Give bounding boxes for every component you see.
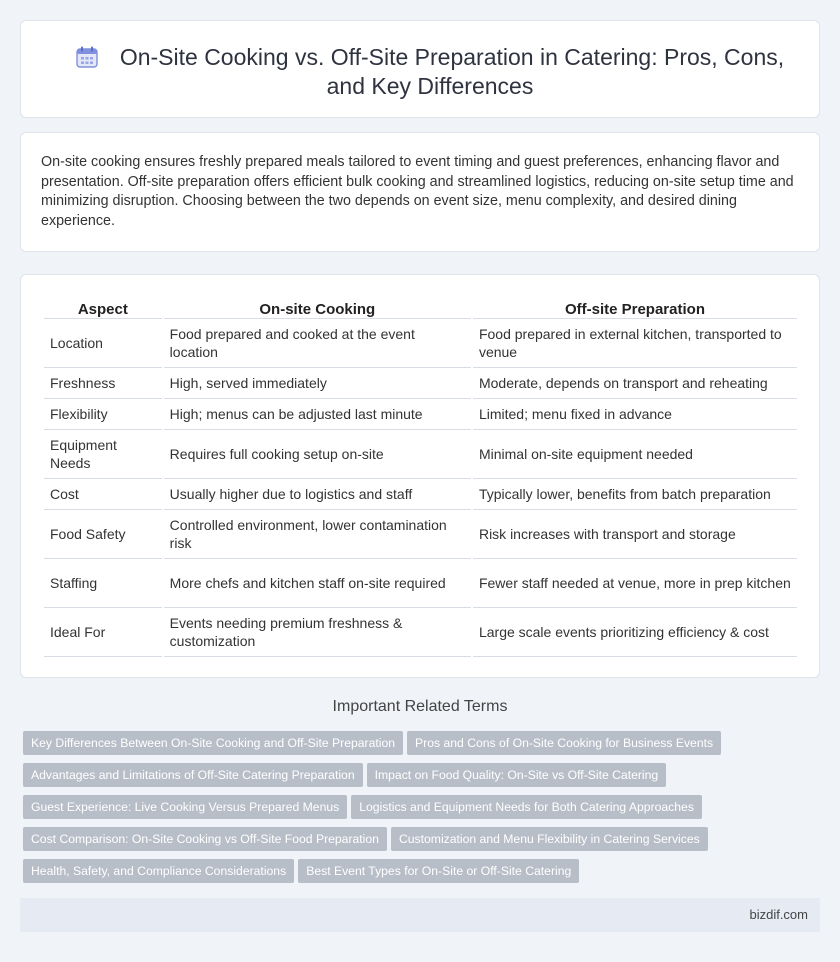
page-title-text: On-Site Cooking vs. Off-Site Preparation in Catering: Pros, Cons, and Key Differences bbox=[119, 44, 785, 99]
table-cell-aspect: Location bbox=[44, 319, 162, 368]
related-term-link[interactable]: Cost Comparison: On-Site Cooking vs Off-Site Food Preparation bbox=[23, 827, 387, 851]
table-cell-off-site: Fewer staff needed at venue, more in prep kitchen bbox=[473, 559, 797, 608]
related-terms-heading: Important Related Terms bbox=[332, 698, 508, 715]
footer-brand-link[interactable]: bizdif.com bbox=[749, 907, 808, 922]
intro-card bbox=[20, 132, 820, 252]
table-row bbox=[44, 319, 797, 368]
table-cell-aspect: Equipment Needs bbox=[44, 430, 162, 479]
table-cell-off-site: Moderate, depends on transport and reheating bbox=[473, 368, 797, 399]
table-cell-aspect: Cost bbox=[44, 479, 162, 510]
table-cell-off-site: Risk increases with transport and storage bbox=[473, 510, 797, 559]
table-cell-aspect: Food Safety bbox=[44, 510, 162, 559]
header-aspect: Aspect bbox=[44, 295, 162, 319]
header-on-site: On-site Cooking bbox=[164, 295, 471, 319]
table-cell-off-site: Typically lower, benefits from batch preparation bbox=[473, 479, 797, 510]
table-row bbox=[44, 510, 797, 559]
table-header-row bbox=[44, 295, 797, 319]
related-term-link[interactable]: Health, Safety, and Compliance Considerations bbox=[23, 859, 294, 883]
related-term-link[interactable]: Pros and Cons of On-Site Cooking for Business Events bbox=[407, 731, 721, 755]
table-cell-on-site: High, served immediately bbox=[164, 368, 471, 399]
header-off-site: Off-site Preparation bbox=[473, 295, 797, 319]
footer bbox=[20, 898, 820, 932]
tag-row bbox=[23, 763, 813, 795]
table-cell-aspect: Staffing bbox=[44, 559, 162, 608]
table-row bbox=[44, 479, 797, 510]
table-cell-on-site: Usually higher due to logistics and staff bbox=[164, 479, 471, 510]
comparison-card bbox=[20, 274, 820, 678]
table-cell-off-site: Large scale events prioritizing efficiency & cost bbox=[473, 608, 797, 657]
table-cell-on-site: Requires full cooking setup on-site bbox=[164, 430, 471, 479]
table-row bbox=[44, 430, 797, 479]
table-cell-on-site: Events needing premium freshness & customization bbox=[164, 608, 471, 657]
title-wrap bbox=[61, 43, 799, 101]
table-row bbox=[44, 559, 797, 608]
tag-row bbox=[23, 731, 813, 763]
table-cell-on-site: More chefs and kitchen staff on-site required bbox=[164, 559, 471, 608]
table-row bbox=[44, 368, 797, 399]
related-term-link[interactable]: Best Event Types for On-Site or Off-Site Catering bbox=[298, 859, 579, 883]
related-term-link[interactable]: Customization and Menu Flexibility in Catering Services bbox=[391, 827, 708, 851]
table-cell-aspect: Ideal For bbox=[44, 608, 162, 657]
tag-row bbox=[23, 859, 813, 891]
table-cell-on-site: Food prepared and cooked at the event location bbox=[164, 319, 471, 368]
title-card bbox=[20, 20, 820, 118]
tag-row bbox=[23, 795, 813, 827]
table-cell-aspect: Freshness bbox=[44, 368, 162, 399]
tag-row bbox=[23, 827, 813, 859]
related-term-link[interactable]: Logistics and Equipment Needs for Both Catering Approaches bbox=[351, 795, 702, 819]
related-term-link[interactable]: Key Differences Between On-Site Cooking and Off-Site Preparation bbox=[23, 731, 403, 755]
table-cell-on-site: Controlled environment, lower contamination risk bbox=[164, 510, 471, 559]
table-cell-off-site: Food prepared in external kitchen, transported to venue bbox=[473, 319, 797, 368]
comparison-table bbox=[42, 295, 799, 657]
table-row bbox=[44, 608, 797, 657]
related-term-link[interactable]: Impact on Food Quality: On-Site vs Off-Site Catering bbox=[367, 763, 667, 787]
table-cell-on-site: High; menus can be adjusted last minute bbox=[164, 399, 471, 430]
intro-paragraph: On-site cooking ensures freshly prepared meals tailored to event timing and guest preferences, enhancing flavor and presentation. Off-site preparation offers efficient bulk cooking and streamlined logistics, reducing on-site setup time and minimizing disruption. Choosing between the two depends on event size, menu complexity, and desired dining experience. bbox=[41, 154, 794, 229]
related-term-link[interactable]: Advantages and Limitations of Off-Site Catering Preparation bbox=[23, 763, 363, 787]
table-row bbox=[44, 399, 797, 430]
page-title bbox=[61, 43, 799, 101]
table-cell-aspect: Flexibility bbox=[44, 399, 162, 430]
calendar-icon bbox=[76, 46, 98, 68]
table-cell-off-site: Minimal on-site equipment needed bbox=[473, 430, 797, 479]
related-term-link[interactable]: Guest Experience: Live Cooking Versus Prepared Menus bbox=[23, 795, 347, 819]
table-cell-off-site: Limited; menu fixed in advance bbox=[473, 399, 797, 430]
related-terms-list bbox=[23, 731, 813, 891]
